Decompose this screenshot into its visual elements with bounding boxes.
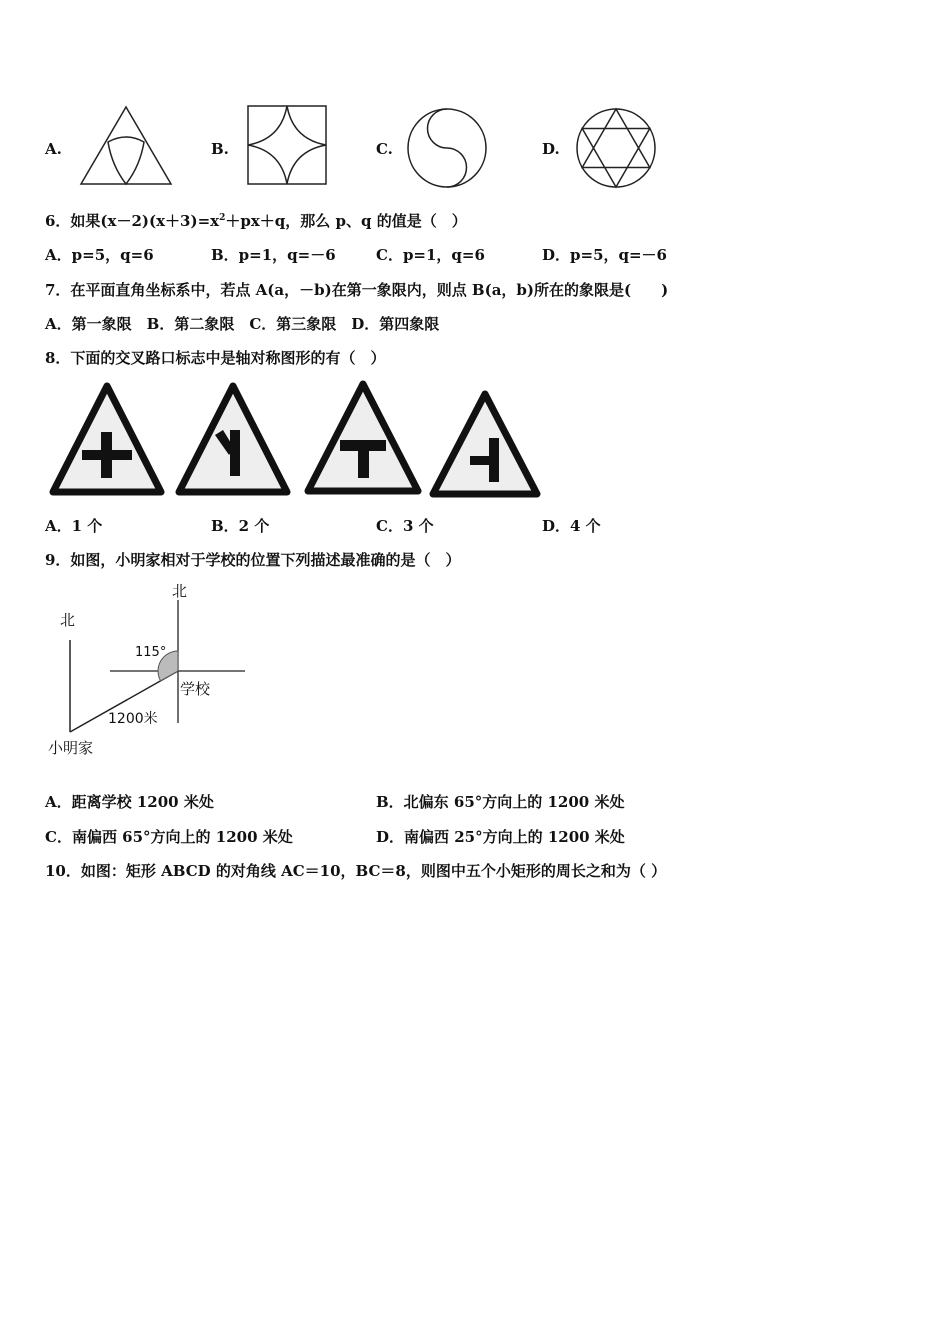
question-6-suffix: ＋px＋q，那么 p、q 的值是（ ） — [225, 212, 467, 230]
q5-figure-a — [78, 104, 174, 188]
question-7: 7．在平面直角坐标系中，若点 A(a，－b)在第一象限内，则点 B(a，b)所在的象限是( ) — [45, 281, 669, 299]
question-6-superscript: 2 — [219, 213, 226, 223]
q6-option-a: A．p=5，q=6 — [45, 246, 154, 264]
direction-diagram — [40, 575, 260, 765]
q8-option-d: D．4 个 — [542, 517, 601, 535]
q5-figure-c — [405, 106, 489, 190]
angle-label: 115° — [135, 645, 167, 660]
q5-option-c-label: C. — [376, 140, 393, 158]
q8-option-a: A．1 个 — [45, 517, 103, 535]
q9-option-d: D．南偏西 25°方向上的 1200 米处 — [376, 828, 625, 846]
question-6-prefix: 6．如果(x－2)(x＋3)=x — [45, 212, 220, 230]
home-label: 小明家 — [48, 739, 94, 757]
q5-option-d-label: D. — [542, 140, 560, 158]
school-label: 学校 — [180, 680, 211, 698]
q6-option-c: C．p=1，q=6 — [376, 246, 485, 264]
q9-option-c: C．南偏西 65°方向上的 1200 米处 — [45, 828, 293, 846]
q8-option-b: B．2 个 — [211, 517, 270, 535]
question-6 — [45, 211, 467, 231]
traffic-sign-t-junction — [302, 378, 424, 498]
question-9: 9．如图，小明家相对于学校的位置下列描述最准确的是（ ） — [45, 551, 461, 569]
q9-option-a: A．距离学校 1200 米处 — [45, 793, 214, 811]
question-8: 8．下面的交叉路口标志中是轴对称图形的有（ ） — [45, 349, 386, 367]
traffic-sign-crossroad — [48, 380, 166, 498]
q7-options: A．第一象限 B．第二象限 C．第三象限 D．第四象限 — [45, 315, 440, 333]
q9-option-b: B．北偏东 65°方向上的 1200 米处 — [376, 793, 625, 811]
question-10: 10．如图：矩形 ABCD 的对角线 AC＝10，BC＝8，则图中五个小矩形的周长之和为（ ） — [45, 862, 667, 880]
north-label-top: 北 — [172, 582, 188, 600]
distance-label: 1200米 — [108, 711, 158, 727]
traffic-sign-y-junction — [174, 380, 292, 498]
q6-option-b: B．p=1，q=－6 — [211, 246, 336, 264]
north-label-left: 北 — [60, 611, 76, 629]
q5-option-b-label: B. — [211, 140, 229, 158]
q6-option-d: D．p=5，q=－6 — [542, 246, 667, 264]
traffic-sign-side-road — [428, 388, 542, 500]
q5-figure-b — [246, 104, 328, 186]
q5-option-a-label: A. — [45, 140, 62, 158]
q8-option-c: C．3 个 — [376, 517, 434, 535]
q5-figure-d — [574, 106, 658, 190]
